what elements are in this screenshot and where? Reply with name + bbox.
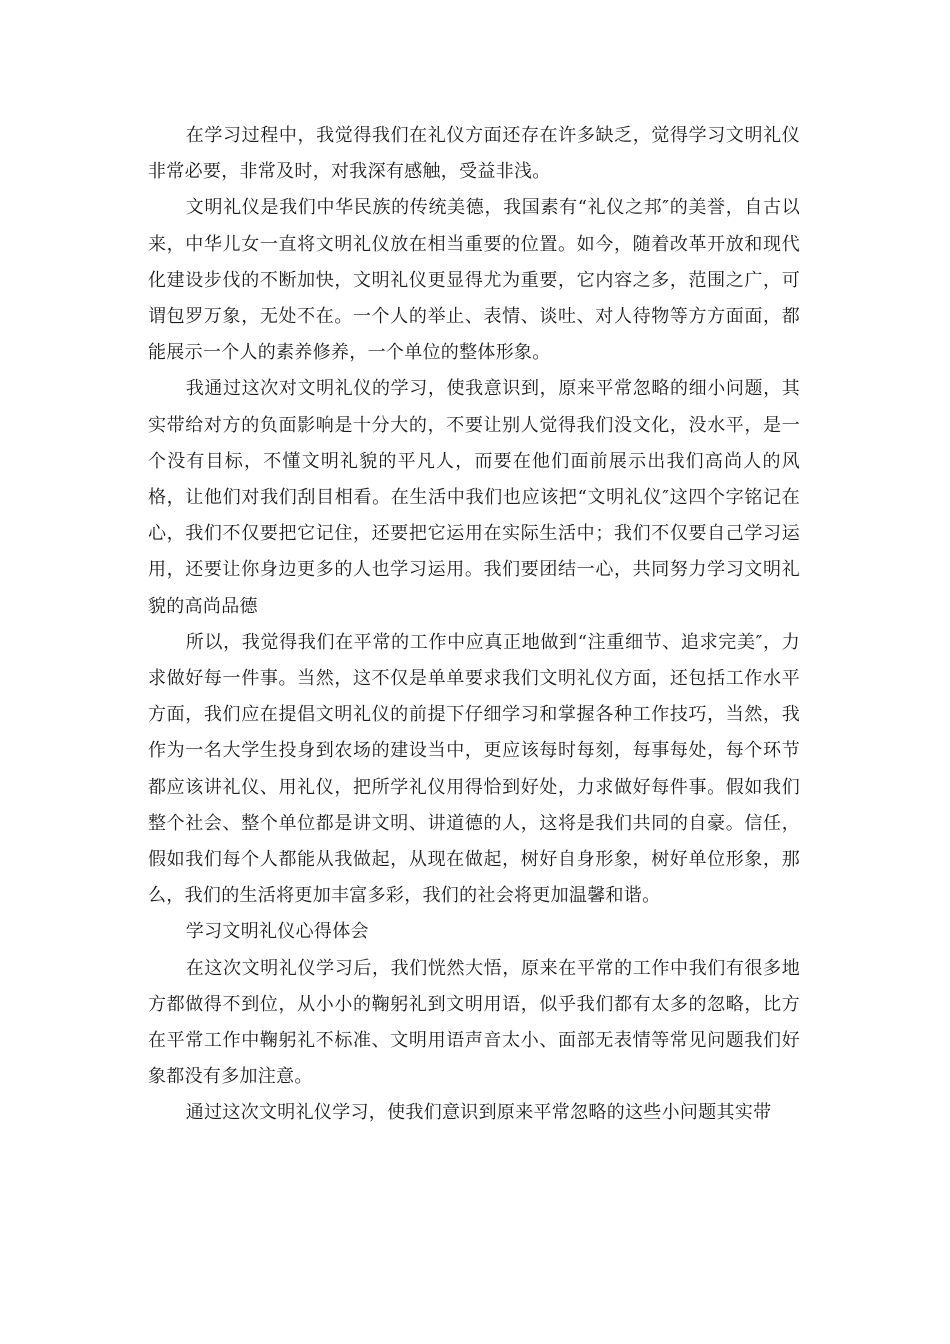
- paragraph: 通过这次文明礼仪学习，使我们意识到原来平常忽略的这些小问题其实带: [185, 1102, 772, 1124]
- paragraph: 所以，我觉得我们在平常的工作中应真正地做到“注重细节、追求完美″，力求做好每一件事。当然，这不仅是单单要求我们文明礼仪方面，还包括工作水平方面，我们应在提倡文明礼仪的前提下仔细学习和掌握各种工作技巧，当然，我作为一名大学生投身到农场的建设当中，更应该每时每刻，每事每处，每个环节都应该讲礼仪、用礼仪，把所学礼仪用得恰到好处，力求做好每件事。假如我们整个社会、整个单位都是讲文明、讲道德的人，这将是我们共同的自豪。信任，假如我们每个人都能从我做起，从现在做起，树好自身形象，树好单位形象，那么，我们的生活将更加丰富多彩，我们的社会将更加温馨和谐。: [148, 631, 800, 907]
- paragraph: 在这次文明礼仪学习后，我们恍然大悟，原来在平常的工作中我们有很多地方都做得不到位，从小小的鞠躬礼到文明用语，似乎我们都有太多的忽略，比方在平常工作中鞠躬礼不标准、文明用语声音太小、面部无表情等常见问题我们好象都没有多加注意。: [148, 957, 800, 1088]
- paragraph: 在学习过程中，我觉得我们在礼仪方面还存在许多缺乏，觉得学习文明礼仪非常必要，非常及时，对我深有感触，受益非浅。: [148, 125, 800, 183]
- section-title: 学习文明礼仪心得体会: [185, 921, 369, 943]
- paragraph: 文明礼仪是我们中华民族的传统美德，我国素有“礼仪之邦″的美誉，自古以来，中华儿女一直将文明礼仪放在相当重要的位置。如今，随着改革开放和现代化建设步伐的不断加快，文明礼仪更显得尤为重要，它内容之多，范围之广，可谓包罗万象，无处不在。一个人的举止、表情、谈吐、对人待物等方方面面，都能展示一个人的素养修养，一个单位的整体形象。: [148, 197, 800, 364]
- paragraph: 我通过这次对文明礼仪的学习，使我意识到，原来平常忽略的细小问题，其实带给对方的负面影响是十分大的，不要让别人觉得我们没文化，没水平，是一个没有目标，不懂文明礼貌的平凡人，而要在他们面前展示出我们高尚人的风格，让他们对我们刮目相看。在生活中我们也应该把“文明礼仪″这四个字铭记在心，我们不仅要把它记住，还要把它运用在实际生活中；我们不仅要自己学习运用，还要让你身边更多的人也学习运用。我们要团结一心，共同努力学习文明礼貌的高尚品德: [148, 378, 800, 617]
- document-body: [148, 118, 800, 1132]
